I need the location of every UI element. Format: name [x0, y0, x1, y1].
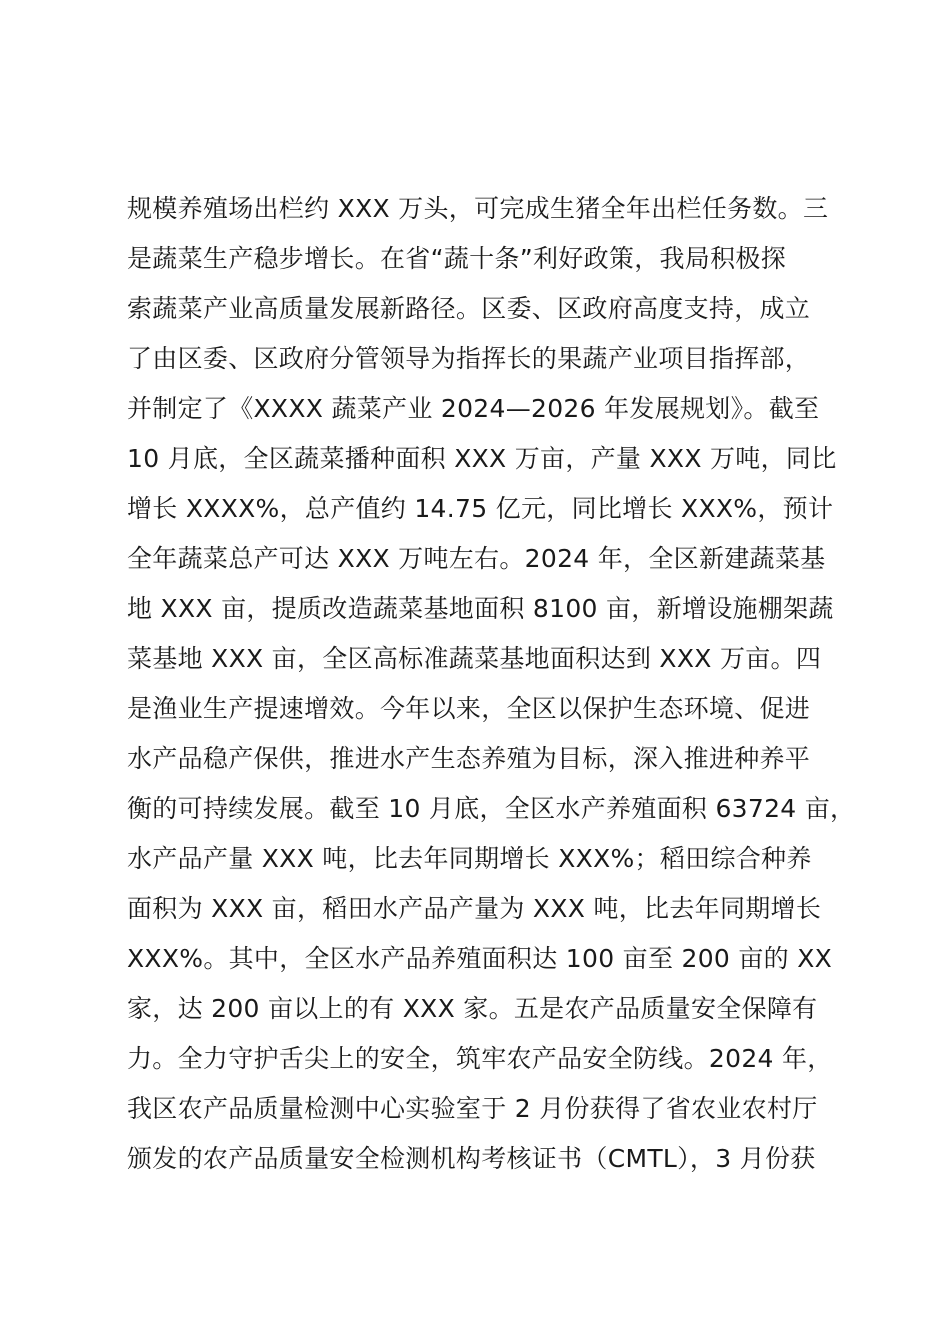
- text-line: 水产品产量 XXX 吨，比去年同期增长 XXX%；稻田综合种养: [127, 844, 812, 873]
- text-line: 是渔业生产提速增效。今年以来，全区以保护生态环境、促进: [127, 694, 811, 723]
- text-line: 索蔬菜产业高质量发展新路径。区委、区政府高度支持，成立: [127, 294, 811, 323]
- text-line: 规模养殖场出栏约 XXX 万头，可完成生猪全年出栏任务数。三: [127, 194, 829, 223]
- body-text: [127, 184, 867, 1184]
- text-line: 是蔬菜生产稳步增长。在省“蔬十条”利好政策，我局积极探: [127, 244, 787, 273]
- text-line: 面积为 XXX 亩，稻田水产品产量为 XXX 吨，比去年同期增长: [127, 894, 822, 923]
- text-line: 衡的可持续发展。截至 10 月底，全区水产养殖面积 63724 亩，: [127, 794, 856, 823]
- text-line: 菜基地 XXX 亩，全区高标准蔬菜基地面积达到 XXX 万亩。四: [127, 644, 822, 673]
- text-line: 10 月底，全区蔬菜播种面积 XXX 万亩，产量 XXX 万吨，同比: [127, 444, 837, 473]
- text-line: 并制定了《XXXX 蔬菜产业 2024—2026 年发展规划》。截至: [127, 394, 820, 423]
- text-line: 全年蔬菜总产可达 XXX 万吨左右。2024 年，全区新建蔬菜基: [127, 544, 826, 573]
- text-line: 水产品稳产保供，推进水产生态养殖为目标，深入推进种养平: [127, 744, 811, 773]
- text-line: 力。全力守护舌尖上的安全，筑牢农产品安全防线。2024 年，: [127, 1044, 833, 1073]
- text-line: 增长 XXXX%，总产值约 14.75 亿元，同比增长 XXX%，预计: [127, 494, 834, 523]
- text-line: XXX%。其中，全区水产品养殖面积达 100 亩至 200 亩的 XX: [127, 944, 833, 973]
- text-line: 家，达 200 亩以上的有 XXX 家。五是农产品质量安全保障有: [127, 994, 818, 1023]
- text-line: 地 XXX 亩，提质改造蔬菜基地面积 8100 亩，新增设施棚架蔬: [127, 594, 834, 623]
- text-line: 颁发的农产品质量安全检测机构考核证书（CMTL），3 月份获: [127, 1144, 816, 1173]
- text-line: 了由区委、区政府分管领导为指挥长的果蔬产业项目指挥部，: [127, 344, 811, 373]
- text-line: 我区农产品质量检测中心实验室于 2 月份获得了省农业农村厅: [127, 1094, 818, 1123]
